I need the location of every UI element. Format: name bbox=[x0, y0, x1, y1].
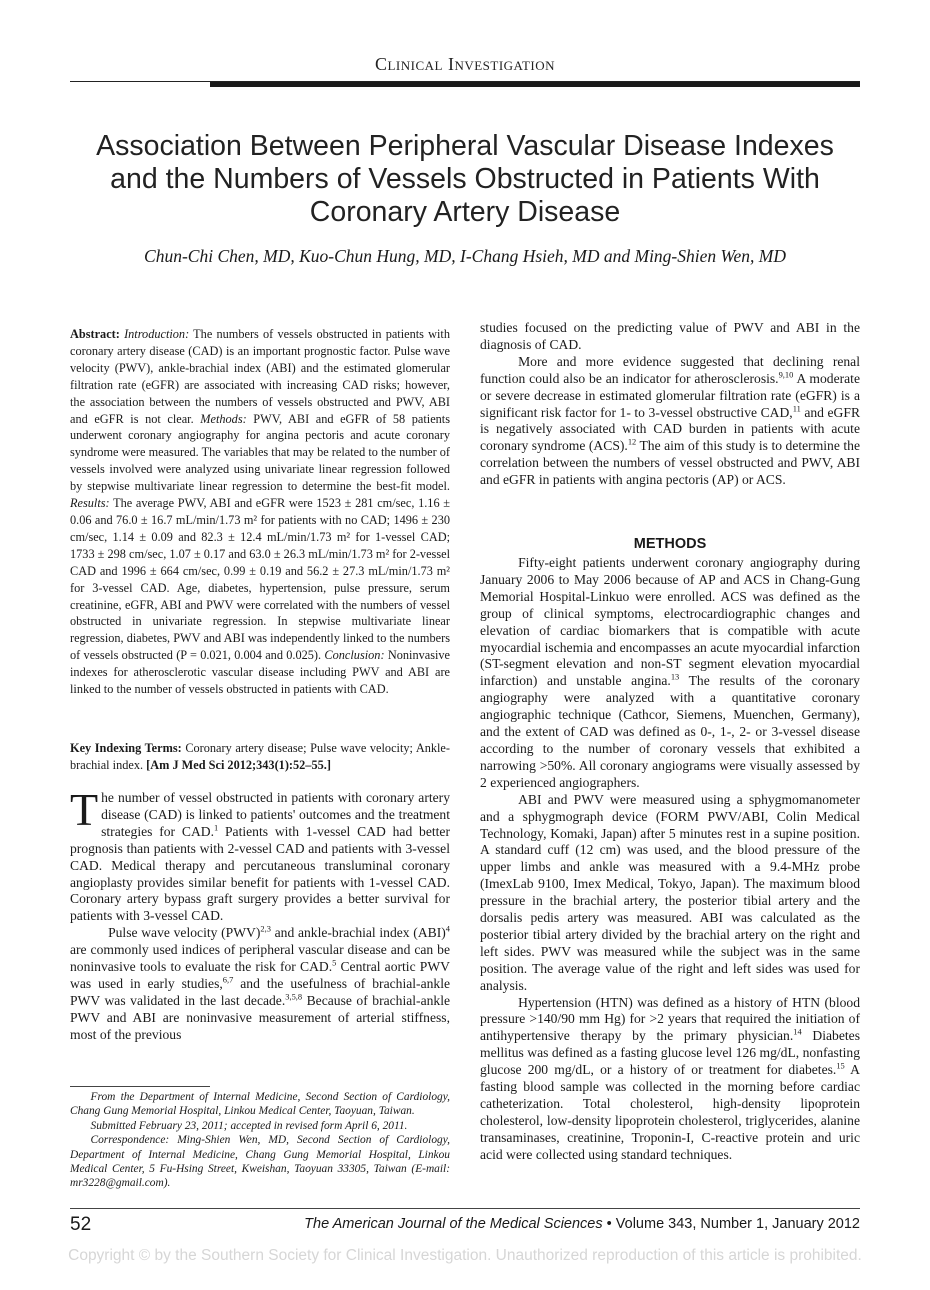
article-title: Association Between Peripheral Vascular Disease Indexes and the Numbers of Vessels Obstructed in Patients With Coronary Artery Disease bbox=[96, 130, 834, 228]
intro-paragraph-1: The number of vessel obstructed in patients with coronary artery disease (CAD) is linked to patients' outcomes and the treatment strategies for CAD.$^1$ Patients with 1-vessel CAD had better prognosis than patients with 2-vessel CAD and patients with 3-vessel CAD. Medical therapy and percutaneous transluminal coronary angioplasty provides similar benefit for patients with 1-vessel CAD. Coronary artery bypass graft surgery provides a better survival for patients with 3-vessel CAD. bbox=[70, 784, 450, 924]
ref-link[interactable]: 11 bbox=[792, 403, 801, 413]
footer-rule bbox=[70, 1208, 860, 1209]
abstract bbox=[70, 326, 450, 698]
ref-link[interactable]: 3,5,8 bbox=[285, 991, 303, 1002]
key-terms-label: Key Indexing Terms: bbox=[70, 741, 182, 755]
ref-link[interactable]: 9,10 bbox=[778, 369, 794, 380]
footnote-affiliation: From the Department of Internal Medicine, Second Section of Cardiology, Chang Gung Memorial Hospital, Linkou Medical Center, Taoyuan, Taiwan. bbox=[70, 1091, 450, 1118]
abstract-conclusion: Noninvasive indexes for atherosclerotic vascular disease including PWV and ABI are linked to the number of vessels obstructed in patients with CAD. bbox=[70, 648, 451, 697]
intro-left-column bbox=[70, 784, 451, 1044]
copyright-watermark: Copyright © by the Southern Society for Clinical Investigation. Unauthorized reproduction of this article is prohibited. bbox=[68, 1247, 862, 1264]
methods-heading: METHODS bbox=[633, 536, 707, 552]
footnote-rule bbox=[70, 1086, 210, 1087]
footnote-dates: Submitted February 23, 2011; accepted in revised form April 6, 2011. bbox=[90, 1119, 408, 1132]
intro-paragraph-2-cont: studies focused on the predicting value of PWV and ABI in the diagnosis of CAD. bbox=[480, 320, 860, 352]
abstract-conclusion-label: Conclusion: bbox=[324, 648, 385, 663]
ref-link[interactable]: 5 bbox=[332, 957, 337, 968]
ref-link[interactable]: 14 bbox=[793, 1026, 802, 1037]
abstract-results: The average PWV, ABI and eGFR were 1523 ± 281 cm/sec, 1.16 ± 0.06 and 76.0 ± 16.7 mL/min/1.73 m² for patients with no CAD; 1496 ± 230 cm/sec, 1.14 ± 0.09 and 82.3 ± 12.4 mL/min/1.73 m² for 1-vessel CAD; 1733 ± 298 cm/sec, 1.07 ± 0.17 and 63.0 ± 26.3 mL/min/1.73 m² for 2-vessel CAD and 1996 ± 664 cm/sec, 0.99 ± 0.19 and 56.2 ± 27.3 mL/min/1.73 m² for 3-vessel CAD. Age, diabetes, hypertension, pulse pressure, serum creatinine, eGFR, ABI and PWV were correlated with the numbers of vessel obstructed in univariate regression. In stepwise multivariate linear regression, diabetes, PWV and ABI was independently linked to the numbers of vessels obstructed (P = 0.021, 0.004 and 0.025). bbox=[70, 496, 451, 663]
key-indexing-terms bbox=[70, 740, 450, 774]
ref-link[interactable]: 4 bbox=[445, 923, 450, 934]
ref-link[interactable]: 15 bbox=[836, 1060, 845, 1071]
abstract-results-label: Results: bbox=[70, 496, 110, 511]
ref-link[interactable]: 1 bbox=[213, 822, 219, 833]
intro-paragraph-2: Pulse wave velocity (PWV)$^{2,3}$ and ankle-brachial index (ABI)$^4$ are commonly used indices of peripheral vascular disease and can be noninvasive tools to evaluate the risk for CAD.$^5$ Central aortic PWV was used in early studies,$^{6,7}$ and the usefulness of brachial-ankle PWV was validated in the last decade.$^{3,5,8}$ Because of brachial-ankle PWV and ABI are noninvasive measurement of arterial stiffness, most of the previous bbox=[70, 923, 451, 1042]
ref-link[interactable]: 13 bbox=[670, 671, 680, 682]
intro-paragraph-3: More and more evidence suggested that declining renal function could also be an indicator for atherosclerosis.$^{9,10}$ A moderate or severe decrease in estimated glomerular filtration rate (eGFR) is a significant risk factor for 1- to 3-vessel obstructive CAD,$^{11}$ and eGFR is negatively associated with CAD burden in patients with acute coronary syndrome (ACS).$^{12}$ The aim of this study is to determine the correlation between the numbers of vessel obstructed and PWV, ABI and eGFR in patients with angina pectoris (AP) or ACS. bbox=[480, 353, 861, 488]
footnote bbox=[70, 1090, 450, 1191]
section-heading: Clinical Investigation bbox=[374, 54, 556, 74]
intro-right-column bbox=[480, 320, 860, 489]
abstract-methods: PWV, ABI and eGFR of 58 patients underwent coronary angiography for angina pectoris and acute coronary syndrome were measured. The variables that may be related to the number of vessels involved were analyzed using univariate linear regression followed by stepwise multivariate linear regression to determine the best-fit model. bbox=[70, 411, 451, 494]
author-list: Chun-Chi Chen, MD, Kuo-Chun Hung, MD, I-Chang Hsieh, MD and Ming-Shien Wen, MD bbox=[144, 246, 786, 266]
abstract-intro: The numbers of vessels obstructed in patients with coronary artery disease (CAD) is an important prognostic factor. Pulse wave velocity (PWV), ankle-brachial index (ABI) and the estimated glomerular filtration rate (eGFR) are associated with increasing CAD risks; however, the association between the numbers of vessels obstructed and PWV, ABI and eGFR is not clear. bbox=[70, 327, 450, 426]
ref-link[interactable]: 2,3 bbox=[260, 923, 271, 934]
abstract-label: Abstract: bbox=[70, 327, 120, 341]
abstract-methods-label: Methods: bbox=[200, 411, 247, 426]
header-rule-thick bbox=[210, 82, 860, 87]
journal-name: The American Journal of the Medical Sciences bbox=[304, 1216, 603, 1232]
methods-paragraph-1: Fifty-eight patients underwent coronary angiography during January 2006 to May 2006 because of AP and ACS in Chang-Gung Memorial Hospital-Linkuo were enrolled. ACS was defined as the group of clinical symptoms, electrocardiographic changes and elevation of cardiac biomarkers that is compatible with acute myocardial ischemia and encompasses an acute myocardial infarction (ST-segment elevation and non-ST segment elevation myocardial infarction) and unstable angina.$^{13}$ The results of the coronary angiography were analyzed with a quantitative coronary angiographic technique (Cathcor, Siemens, Muenchen, Germany), and the extent of CAD was defined as 0-, 1-, 2- or 3-vessel disease according to the number of coronary vessels that exhibited a narrowing >50%. All coronary angiograms were visually assessed by 2 experienced angiographers. bbox=[480, 555, 860, 790]
separator-bullet: • bbox=[606, 1216, 612, 1232]
citation: [Am J Med Sci 2012;343(1):52–55.] bbox=[146, 757, 331, 772]
page-number: 52 bbox=[70, 1214, 92, 1235]
methods-column bbox=[480, 555, 860, 1164]
abstract-intro-label: Introduction: bbox=[124, 327, 190, 341]
footnote-correspondence: Correspondence: Ming-Shien Wen, MD, Second Section of Cardiology, Department of Internal Medicine, Chang Gung Memorial Hospital, Linkou Medical Center, 5 Fu-Hsing Street, Kweishan, Taoyuan 33305, Taiwan (E-mail: mr3228@gmail.com). bbox=[70, 1134, 450, 1190]
journal-line bbox=[304, 1216, 860, 1232]
methods-paragraph-3: Hypertension (HTN) was defined as a history of HTN (blood pressure >140/90 mm Hg) for >2 years that required the initiation of antihypertensive therapy by the primary physician.$^{14}$ Diabetes mellitus was defined as a fasting glucose level 126 mg/dL, nonfasting glucose 200 mg/dL, or a history of or treatment for diabetes.$^{15}$ A fasting blood sample was collected in the morning before cardiac catheterization. Total cholesterol, high-density lipoprotein cholesterol, low-density lipoprotein cholesterol, triglycerides, alanine transaminases, creatinine, Troponin-I, C-reactive protein and uric acid were collected using standard techniques. bbox=[480, 994, 860, 1162]
journal-issue: Volume 343, Number 1, January 2012 bbox=[615, 1216, 860, 1232]
ref-link[interactable]: 6,7 bbox=[222, 974, 234, 985]
drop-cap: T bbox=[70, 784, 99, 835]
methods-paragraph-2: ABI and PWV were measured using a sphygmomanometer and a sphygmograph device (FORM PWV/ABI, Colin Medical Technology, Komaki, Japan) after 5 minutes rest in a supine position. A standard cuff (12 cm) was used, and the blood pressure of the upper limbs and ankle was measured with a 9.4-MHz probe (ImexLab 9100, Imex Medical, Tokyo, Japan). The maximum blood pressure in the brachial artery, the posterior tibial artery and the dorsalis pedis artery was measured. ABI was calculated as the posterior tibial artery divided by the brachial artery on the right and left sides. PWV was measured while the subject was in the same position. The average value of the right and left sides was used for analysis. bbox=[480, 791, 860, 993]
ref-link[interactable]: 12 bbox=[627, 436, 637, 447]
key-terms-text: Coronary artery disease; Pulse wave velocity; Ankle-brachial index. bbox=[70, 741, 450, 772]
